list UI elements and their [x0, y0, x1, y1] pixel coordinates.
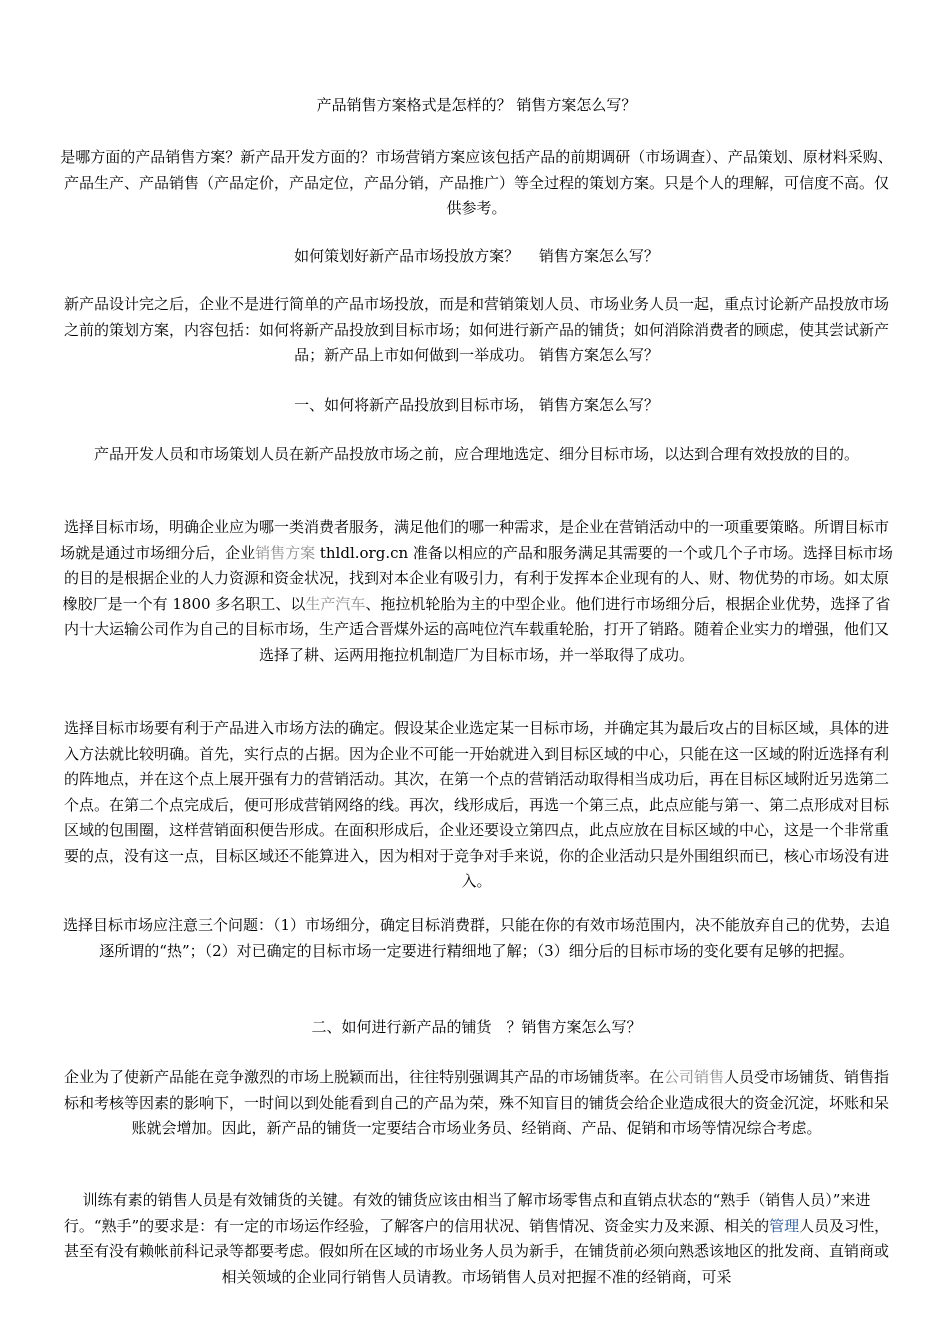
paragraph-distribution	[58, 1065, 895, 1142]
text-segment: 人员及习性，甚至有没有赖帐前科记录等都要考虑。假如所在区域的市场业务人员为新手，在铺货前必须向熟悉该地区的批发商、直销商或相关领域的企业同行销售人员请教。市场销售人员对把握不准的经销商，可采	[63, 1216, 890, 1286]
paragraph-target-market-intro	[58, 442, 895, 468]
text-segment: 企业为了使新产品能在竞争激烈的市场上脱颖而出，往往特别强调其产品的市场铺货率。在	[63, 1068, 664, 1086]
paragraph-market-entry: 选择目标市场要有利于产品进入市场方法的确定。假设某企业选定某一目标市场，并确定其为最后攻占的目标区域，具体的进入方法就比较明确。首先，实行点的占据。因为企业不可能一开始就进入到目标区域的中心，只能在这一区域的附近选择有利的阵地点，并在这个点上展开强有力的营销活动。其次，在第一个点的营销活动取得相当成功后，再在目标区域附近另选第二个点。在第二个点完成后，便可形成营销网络的线。再次，线形成后，再选一个第三点，此点应能与第一、第二点形成对目标区域的包围圈，这样营销面积便告形成。在面积形成后，企业还要设立第四点，此点应放在目标区域的中心，这是一个非常重要的点，没有这一点，目标区域还不能算进入，因为相对于竞争对手来说，你的企业活动只是外围组织而已，核心市场没有进入。	[63, 719, 889, 890]
link-company-sales[interactable]: 公司销售	[663, 1068, 724, 1086]
heading-section-two: 二、如何进行新产品的铺货 ？销售方案怎么写？	[311, 1018, 642, 1036]
paragraph-launch-intro: 新产品设计完之后，企业不是进行简单的产品市场投放，而是和营销策划人员、市场业务人员一起，重点讨论新产品投放市场之前的策划方案，内容包括：如何将新产品投放到目标市场；如何进行新产品的铺货；如何消除消费者的顾虑，使其尝试新产品；新产品上市如何做到一举成功。 销售方案怎么写？	[63, 295, 889, 364]
text-segment: thldl.org.cn 准备以相应的产品和服务满足其需要的一个或几个子市场。选择目标市场的目的是根据企业的人力资源和资金状况，找到对本企业有吸引力，有利于发挥本企业现有的人、财、物优势的市场。如太原橡胶厂是一个有 1800 多名职工、以	[62, 543, 893, 613]
heading-new-product-launch: 如何策划好新产品市场投放方案？ 销售方案怎么写？	[294, 247, 659, 265]
paragraph-choose-target-market	[58, 515, 895, 668]
link-sales-plan[interactable]: 销售方案	[255, 543, 316, 562]
heading-section-one: 一、如何将新产品投放到目标市场， 销售方案怎么写？	[294, 396, 659, 414]
paragraph-trained-sales	[58, 1188, 895, 1290]
paragraph-text: 产品开发人员和市场策划人员在新产品投放市场之前，应合理地选定、细分目标市场，以达到合理有效投放的目的。	[93, 445, 859, 463]
paragraph-answer: 是哪方面的产品销售方案？新产品开发方面的？市场营销方案应该包括产品的前期调研（市场调查）、产品策划、原材料采购、产品生产、产品销售（产品定价，产品定位，产品分销，产品推广）等全过程的策划方案。只是个人的理解，可信度不高。仅供参考。	[60, 148, 893, 217]
text-segment: 选择目标市场，明确企业应为哪一类消费者服务，满足他们的哪一种需求，是企业在营销活动中的一项重要策略。所谓目标市场就是通过市场细分后，企业	[60, 518, 889, 562]
link-management[interactable]: 管理	[769, 1216, 800, 1235]
paragraph-three-issues: 选择目标市场应注意三个问题：（1）市场细分，确定目标消费群，只能在你的有效市场范围内，决不能放弃自己的优势，去追逐所谓的“热”；（2）对已确定的目标市场一定要进行精细地了解；（3）细分后的目标市场的变化要有足够的把握。	[62, 916, 891, 960]
heading-sales-plan-format: 产品销售方案格式是怎样的？ 销售方案怎么写？	[316, 96, 637, 114]
text-segment: 训练有素的销售人员是有效铺货的关键。有效的铺货应该由相当了解市场零售点和直销点状态的“熟手（销售人员）”来进行。“熟手”的要求是：有一定的市场运作经验，了解客户的信用状况、销售情况、资金实力及来源、相关的	[63, 1191, 871, 1235]
text-segment: 人员受市场铺货、销售指标和考核等因素的影响下，一时间以到处能看到自己的产品为荣，殊不知盲目的铺货会给企业造成很大的资金沉淀，坏账和呆账就会增加。因此，新产品的铺货一定要结合市场业务员、经销商、产品、促销和市场等情况综合考虑。	[63, 1068, 890, 1137]
link-produce-car[interactable]: 生产汽车	[305, 594, 366, 613]
text-segment: 、拖拉机轮胎为主的中型企业。他们进行市场细分后，根据企业优势，选择了省内十大运输公司作为自己的目标市场，生产适合晋煤外运的高吨位汽车载重轮胎，打开了销路。随着企业实力的增强，他们又选择了耕、运两用拖拉机制造厂为目标市场，并一举取得了成功。	[63, 594, 891, 664]
